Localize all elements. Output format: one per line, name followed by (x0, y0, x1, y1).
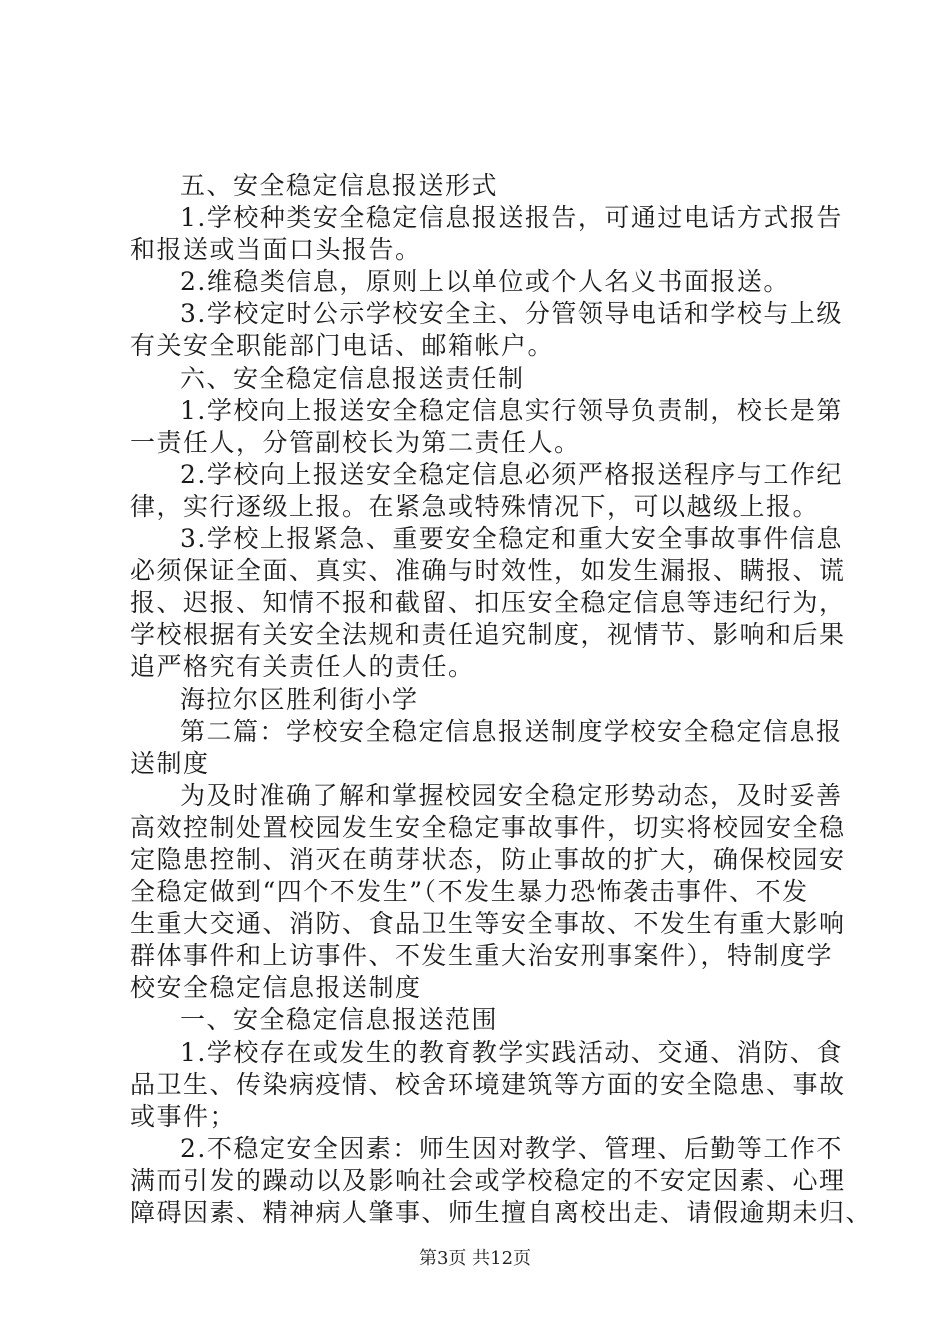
signature-line: 海拉尔区胜利街小学 (180, 684, 419, 714)
paragraph-line: 报、迟报、知情不报和截留、扣压安全稳定信息等违纪行为， (130, 588, 846, 618)
paragraph-line: 1.学校存在或发生的教育教学实践活动、交通、消防、食 (180, 1037, 843, 1067)
section-heading: 一、安全稳定信息报送范围 (180, 1005, 499, 1035)
section-heading: 六、安全稳定信息报送责任制 (180, 363, 525, 393)
paragraph-line: 有关安全职能部门电话、邮箱帐户。 (130, 331, 555, 361)
paragraph-line: 品卫生、传染病疫情、校舍环境建筑等方面的安全隐患、事故 (130, 1069, 846, 1099)
paragraph-line: 追严格究有关责任人的责任。 (130, 652, 475, 682)
paragraph-line: 和报送或当面口头报告。 (130, 235, 422, 265)
paragraph-line: 律，实行逐级上报。在紧急或特殊情况下，可以越级上报。 (130, 491, 820, 521)
paragraph-line: 生重大交通、消防、食品卫生等安全事故、不发生有重大影响 (130, 909, 846, 939)
paragraph-line: 1.学校种类安全稳定信息报送报告，可通过电话方式报告 (180, 203, 843, 233)
paragraph-line: 学校根据有关安全法规和责任追究制度，视情节、影响和后果 (130, 620, 846, 650)
paragraph-line: 2.学校向上报送安全稳定信息必须严格报送程序与工作纪 (180, 459, 843, 489)
paragraph-line: 满而引发的躁动以及影响社会或学校稳定的不安定因素、心理 (130, 1165, 846, 1195)
paragraph-line: 必须保证全面、真实、准确与时效性，如发生漏报、瞒报、谎 (130, 556, 846, 586)
paragraph-line: 或事件； (130, 1101, 237, 1131)
paragraph-line: 一责任人，分管副校长为第二责任人。 (130, 427, 581, 457)
paragraph-line: 2.维稳类信息，原则上以单位或个人名义书面报送。 (180, 267, 790, 297)
paragraph-line: 群体事件和上访事件、不发生重大治安刑事案件），特制度学 (130, 941, 834, 971)
paragraph-line: 2.不稳定安全因素：师生因对教学、管理、后勤等工作不 (180, 1133, 843, 1163)
paragraph-line: 高效控制处置校园发生安全稳定事故事件，切实将校园安全稳 (130, 812, 846, 842)
page-footer: 第3页 共12页 (418, 1248, 532, 1269)
paragraph-line: 校安全稳定信息报送制度 (130, 973, 422, 1003)
section-heading: 五、安全稳定信息报送形式 (180, 171, 499, 200)
paragraph-line: 3.学校定时公示学校安全主、分管领导电话和学校与上级 (180, 299, 843, 329)
paragraph-line: 1.学校向上报送安全稳定信息实行领导负责制，校长是第 (180, 395, 843, 425)
paragraph-line: 3.学校上报紧急、重要安全稳定和重大安全事故事件信息 (180, 524, 843, 554)
paragraph-line: 障碍因素、精神病人肇事、师生擅自离校出走、请假逾期未归、 (130, 1198, 873, 1227)
paragraph-line: 为及时准确了解和掌握校园安全稳定形势动态，及时妥善 (180, 780, 843, 810)
paragraph-line: 定隐患控制、消灭在萌芽状态，防止事故的扩大，确保校园安 (130, 844, 846, 874)
chapter-heading: 第二篇：学校安全稳定信息报送制度学校安全稳定信息报 (180, 716, 843, 746)
paragraph-line: 全稳定做到“四个不发生”（不发生暴力恐怖袭击事件、不发 (130, 877, 809, 907)
chapter-heading: 送制度 (130, 748, 210, 778)
document-body (130, 170, 873, 1229)
